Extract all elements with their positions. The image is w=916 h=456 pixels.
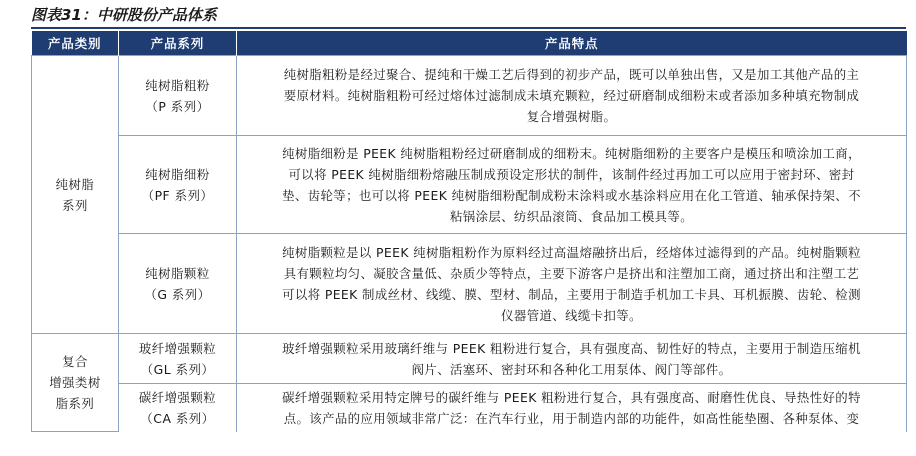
product-cell: [119, 56, 237, 136]
description-line: 仪器管道、线缆卡扣等。: [501, 307, 642, 323]
product-cell: [119, 136, 237, 234]
description-line: 纯树脂颗粒是以 PEEK 纯树脂粗粉作为原料经过高温熔融挤出后，经熔体过滤得到的产品。纯树脂颗粒: [282, 244, 861, 260]
product-cell: [119, 234, 237, 334]
description-line: 玻纤增强颗粒采用玻璃纤维与 PEEK 粗粉进行复合，具有强度高、韧性好的特点，主要用于制造压缩机: [282, 340, 861, 356]
description-cell: [237, 136, 907, 234]
description-cell: [237, 384, 907, 432]
table-row: [32, 384, 907, 432]
category-text: 增强类树: [49, 375, 101, 390]
description-line: 纯树脂细粉是 PEEK 纯树脂粗粉经过研磨制成的细粉末。纯树脂细粉的主要客户是模压和喷涂加工商，: [282, 145, 861, 161]
product-name: 纯树脂颗粒: [145, 265, 210, 281]
product-system-table: [31, 31, 907, 432]
product-series: （CA 系列）: [140, 410, 215, 426]
category-text: 系列: [62, 197, 88, 213]
table-row: [32, 334, 907, 384]
description-line: 点。该产品的应用领域非常广泛：在汽车行业，用于制造内部的功能件，如高性能垫圈、各种泵体、变: [283, 410, 860, 426]
description-line: 阀片、活塞环、密封环和各种化工用泵体、阀门等部件。: [411, 361, 732, 377]
header-features: 产品特点: [237, 31, 907, 56]
product-series: （PF 系列）: [141, 187, 214, 203]
product-series: （GL 系列）: [140, 361, 215, 377]
figure-title: 图表31：中研股份产品体系: [31, 6, 217, 24]
category-pure-resin: [32, 56, 119, 334]
table-header-row: [32, 31, 907, 56]
description-cell: [237, 56, 907, 136]
description-line: 要原材料。纯树脂粗粉可经过熔体过滤制成未填充颗粒，经过研磨制成细粉末或者添加多种填充物制成: [283, 88, 860, 103]
title-rule: [31, 27, 906, 29]
product-name: 碳纤增强颗粒: [138, 389, 217, 405]
header-category: 产品类别: [32, 31, 119, 56]
product-cell: [119, 334, 237, 384]
description-line: 纯树脂粗粉是经过聚合、提纯和干燥工艺后得到的初步产品，既可以单独出售，又是加工其他产品的主: [283, 67, 860, 82]
product-name: 纯树脂粗粉: [145, 77, 210, 93]
table-row: [32, 234, 907, 334]
table-row: [32, 136, 907, 234]
description-line: 可以将 PEEK 纯树脂细粉熔融压制成预设定形状的制件，该制件经过再加工可以应用于密封环、密封: [288, 166, 855, 182]
category-composite: [32, 334, 119, 432]
description-cell: [237, 334, 907, 384]
product-cell: [119, 384, 237, 432]
description-line: 垫、齿轮等；也可以将 PEEK 纯树脂细粉配制成粉末涂料或水基涂料应用在化工管道、轴承保持架、不: [282, 187, 861, 203]
description-line: 碳纤增强颗粒采用特定牌号的碳纤维与 PEEK 粗粉进行复合，具有强度高、耐磨性优良、导热性好的特: [282, 389, 861, 405]
product-name: 玻纤增强颗粒: [138, 340, 217, 356]
description-line: 粘锅涂层、纺织品滚筒、食品加工模具等。: [449, 208, 694, 224]
product-series: （P 系列）: [145, 98, 210, 114]
description-line: 可以将 PEEK 制成丝材、线缆、膜、型材、制品，主要用于制造手机加工卡具、耳机振膜、齿轮、检测: [282, 286, 861, 302]
table-row: [32, 56, 907, 136]
product-name: 纯树脂细粉: [145, 166, 210, 182]
category-text: 脂系列: [55, 396, 95, 411]
description-line: 复合增强树脂。: [526, 109, 617, 124]
header-series: 产品系列: [119, 31, 237, 56]
product-series: （G 系列）: [144, 286, 211, 302]
category-text: 纯树脂: [55, 176, 95, 192]
description-cell: [237, 234, 907, 334]
category-text: 复合: [62, 354, 88, 369]
description-line: 具有颗粒均匀、凝胶含量低、杂质少等特点，主要下游客户是挤出和注塑加工商，通过挤出和注塑工艺: [283, 265, 860, 281]
